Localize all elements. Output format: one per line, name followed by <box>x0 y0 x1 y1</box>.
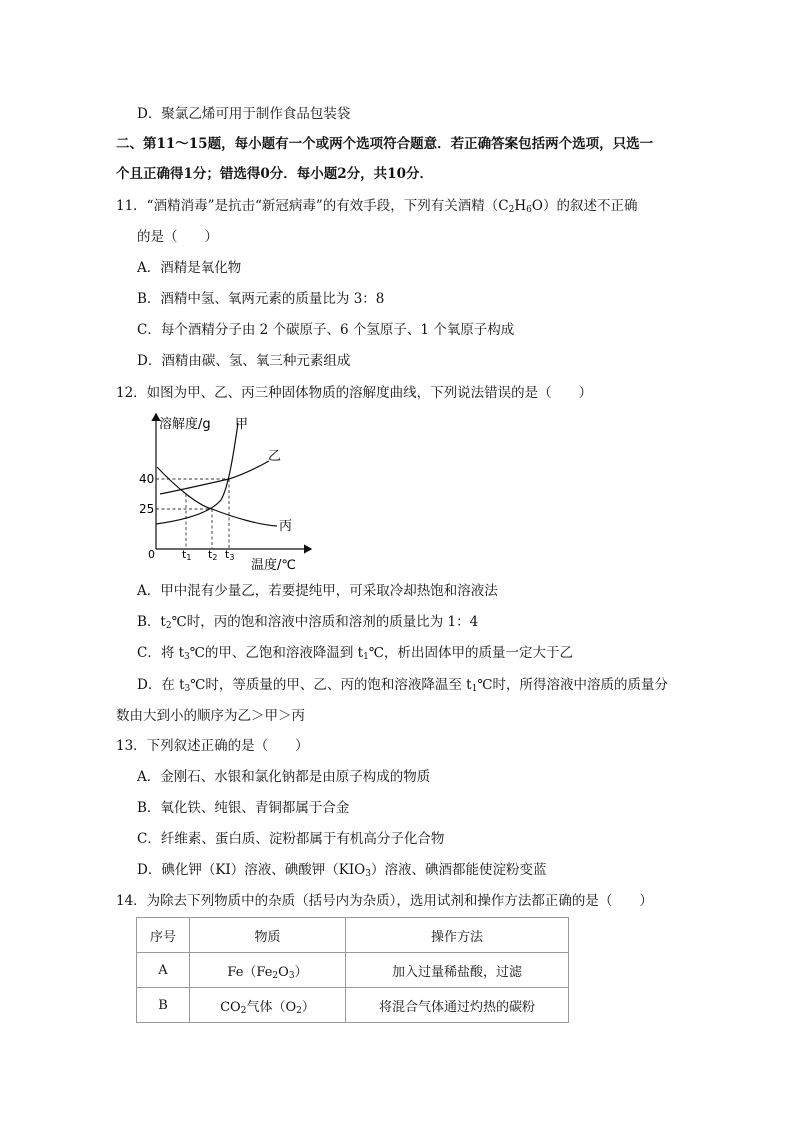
q12-c-sub2: 1 <box>363 652 369 662</box>
q12-stem: 12．如图为甲、乙、丙三种固体物质的溶解度曲线，下列说法错误的是（ ） <box>116 385 593 401</box>
q12-c-mid: ℃的甲、乙饱和溶液降温到 t <box>189 645 364 661</box>
q12-option-a: A．甲中混有少量乙，若要提纯甲，可采取冷却热饱和溶液法 <box>137 583 498 599</box>
y-tick-25: 25 <box>139 502 155 516</box>
y-tick-40: 40 <box>139 472 155 486</box>
q11-stem-text-c: O）的叙述不正确 <box>531 198 638 214</box>
q13-option-b: B．氧化铁、纯银、青铜都属于合金 <box>137 800 350 816</box>
header-id: 序号 <box>137 918 190 953</box>
section2-heading-line2: 个且正确得1分；错选得0分．每小题2分，共10分． <box>116 166 433 182</box>
q13-option-c: C．纤维素、蛋白质、淀粉都属于有机高分子化合物 <box>137 831 445 847</box>
q11-stem-text-b: H <box>514 198 527 214</box>
series-label-jia: 甲 <box>235 417 249 432</box>
option-d-polyvinyl-chloride: D．聚氯乙烯可用于制作食品包装袋 <box>137 106 351 122</box>
q12-option-d-continuation: 数由大到小的顺序为乙＞甲＞丙 <box>116 708 305 724</box>
q12-d-sub1: 3 <box>184 684 191 694</box>
q11-stem <box>116 196 637 216</box>
table-row <box>137 953 569 988</box>
table-row <box>137 988 569 1023</box>
q12-option-c <box>137 643 573 663</box>
q12-d-post: ℃时，所得溶液中溶质的质量分 <box>477 677 668 693</box>
x-axis-label: 温度/℃ <box>251 558 296 573</box>
table-header-row <box>137 918 569 953</box>
solubility-curve-chart <box>135 408 320 573</box>
origin-label: 0 <box>148 548 155 561</box>
x-tick-t2: t2 <box>208 548 218 562</box>
q12-option-d <box>137 675 668 695</box>
row-a-method: 加入过量稀盐酸，过滤 <box>346 953 569 988</box>
row-b-substance: $CO_2$气体$(O_2)$ <box>190 988 346 1023</box>
curve-bing <box>157 467 277 526</box>
y-axis-label: 溶解度/g <box>159 417 211 432</box>
series-label-yi: 乙 <box>268 449 282 464</box>
q13-d-text-b: ）溶液、碘酒都能使淀粉变蓝 <box>370 862 547 878</box>
q12-b-sub: 2 <box>165 621 172 631</box>
q12-d-mid: ℃时，等质量的甲、乙、丙的饱和溶液降温至 t <box>190 677 472 693</box>
q13-option-d <box>137 860 546 880</box>
row-a-id: A <box>137 953 190 988</box>
curve-yi <box>160 461 269 494</box>
q11-stem-continuation: 的是（ ） <box>137 229 218 245</box>
q11-option-c: C．每个酒精分子由 2 个碳原子、6 个氢原子、1 个氧原子构成 <box>137 322 515 338</box>
header-method: 操作方法 <box>346 918 569 953</box>
row-a-substance: $Fe(Fe_2O_3)$ <box>190 953 346 988</box>
q11-option-b: B．酒精中氢、氧两元素的质量比为 3：8 <box>137 291 385 307</box>
q12-c-pre: C．将 t <box>137 645 185 661</box>
x-tick-t3: t3 <box>225 548 235 562</box>
section2-heading-line1: 二、第11～15题，每小题有一个或两个选项符合题意．若正确答案包括两个选项，只选一 <box>116 136 654 152</box>
q11-option-a: A．酒精是氧化物 <box>137 260 242 276</box>
q12-c-post: ℃，析出固体甲的质量一定大于乙 <box>368 645 573 661</box>
q11-sub-6: 6 <box>526 205 532 215</box>
q12-d-sub2: 1 <box>471 684 478 694</box>
q14-options-table <box>136 917 569 1023</box>
q13-stem: 13．下列叙述正确的是（ ） <box>116 738 309 754</box>
q13-d-text-a: D．碘化钾（KI）溶液、碘酸钾（KIO <box>137 862 366 878</box>
q12-c-sub1: 3 <box>184 652 190 662</box>
q11-option-d: D．酒精由碳、氢、氧三种元素组成 <box>137 353 351 369</box>
q12-d-pre: D．在 t <box>137 677 185 693</box>
q12-b-post: ℃时，丙的饱和溶液中溶质和溶剂的质量比为 1：4 <box>171 614 479 630</box>
q12-b-pre: B．t <box>137 614 166 630</box>
row-b-method: 将混合气体通过灼热的碳粉 <box>346 988 569 1023</box>
q11-stem-text-a: 11．“酒精消毒”是抗击“新冠病毒”的有效手段，下列有关酒精（C <box>116 198 509 214</box>
row-b-id: B <box>137 988 190 1023</box>
q13-option-a: A．金刚石、水银和氯化钠都是由原子构成的物质 <box>137 769 431 785</box>
q11-sub-2: 2 <box>508 205 515 215</box>
q12-option-b <box>137 612 478 632</box>
header-substance: 物质 <box>190 918 346 953</box>
series-label-bing: 丙 <box>279 519 293 534</box>
q13-d-sub: 3 <box>365 869 371 879</box>
x-tick-t1: t1 <box>182 548 192 562</box>
q14-stem: 14．为除去下列物质中的杂质（括号内为杂质），选用试剂和操作方法都正确的是（ ） <box>116 893 653 909</box>
